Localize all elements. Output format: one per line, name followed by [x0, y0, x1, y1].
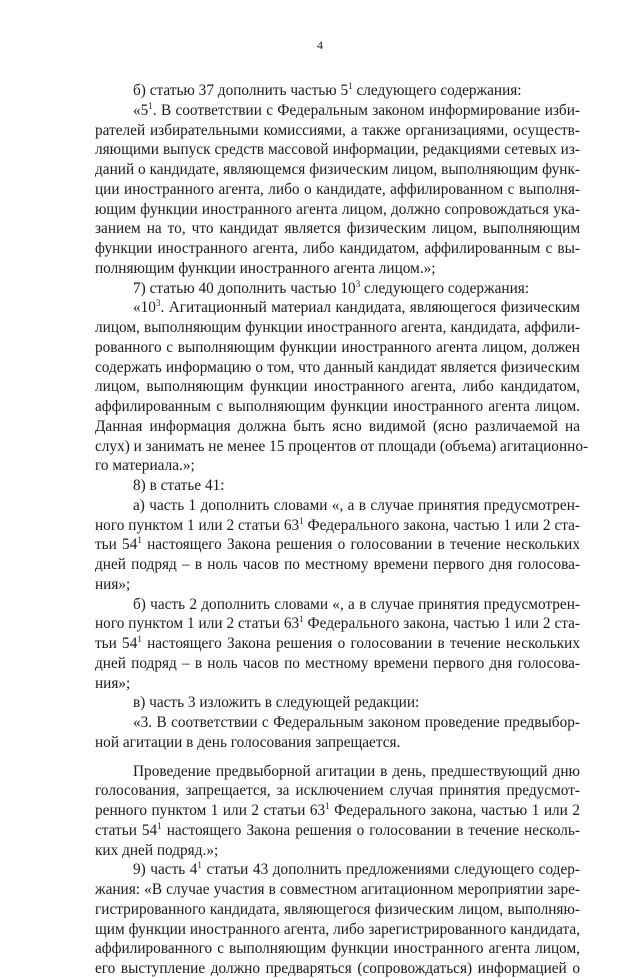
text-segment: дней подряд – в ноль часов по местному времени первого дня голосова-	[95, 556, 580, 573]
text-line	[95, 940, 580, 958]
superscript: 1	[137, 535, 142, 546]
text-segment: ющим функции иностранного агента лицом, должно сопровождаться ука-	[95, 200, 580, 218]
text-segment: настоящего Закона решения о голосовании в течение несколь-	[161, 821, 580, 839]
text-segment: статьи 43 дополнить предложениями следующего содер-	[201, 861, 580, 879]
superscript: 1	[137, 634, 142, 644]
text-line	[133, 596, 580, 614]
text-segment: лицом, выполняющим функции иностранного агента, кандидата, аффили-	[95, 319, 580, 336]
text-segment: ляющими выпуск средств массовой информации, редакциями сетевых из-	[95, 141, 580, 159]
text-segment: аффилированного с выполняющим функции иностранного агента лицом,	[95, 940, 580, 958]
text-segment: полняющим функции иностранного агента лицом.»;	[95, 259, 436, 277]
text-segment: б) статью 37 дополнить частью 5	[133, 82, 349, 99]
text-line	[95, 556, 580, 574]
text-line	[95, 398, 580, 416]
text-line	[95, 802, 580, 820]
text-segment: лицом, выполняющим функции иностранного агента, либо кандидатом,	[95, 378, 580, 396]
text-segment: «5	[133, 101, 149, 119]
text-segment: голосования, запрещается, за исключением случая принятия предусмот-	[95, 782, 580, 800]
text-segment: статьи 54	[95, 821, 158, 839]
text-line	[95, 437, 589, 456]
superscript: 1	[157, 820, 162, 831]
text-line	[95, 181, 580, 199]
text-segment: Данная информация должна быть ясно видимой (ясно различаемой на	[95, 417, 580, 435]
text-line	[95, 220, 580, 238]
text-line	[95, 675, 580, 693]
text-line	[95, 359, 580, 377]
text-segment: тьи 54	[95, 536, 138, 554]
text-segment: следующего содержания:	[360, 279, 530, 297]
text-segment: занием на то, что кандидат является физическим лицом, выполняющим	[95, 220, 580, 238]
text-line	[95, 122, 580, 140]
text-line	[133, 497, 580, 515]
text-segment: «3. В соответствии с Федеральным законом проведение предвыбор-	[133, 714, 580, 731]
text-line	[95, 901, 580, 919]
text-line	[133, 299, 580, 317]
text-line	[95, 881, 580, 899]
superscript: 1	[148, 100, 153, 111]
text-line	[133, 861, 580, 879]
text-segment: Федерального закона, частью 1 или 2 ста-	[303, 615, 580, 633]
superscript: 1	[299, 614, 304, 625]
text-segment: ного пунктом 1 или 2 статьи 63	[95, 516, 300, 534]
text-segment: Проведение предвыборной агитации в день, предшествующий дню	[133, 762, 580, 780]
text-line	[95, 201, 580, 219]
text-line	[95, 842, 580, 860]
text-segment: . В соответствии с Федеральным законом информирование изби-	[152, 101, 580, 119]
text-segment: ния»;	[95, 674, 131, 692]
text-segment: ренного пунктом 1 или 2 статьи 63	[95, 802, 326, 819]
text-line	[95, 635, 580, 653]
text-line	[95, 536, 580, 554]
text-line	[95, 655, 580, 673]
text-segment: настоящего Закона решения о голосовании в течение нескольких	[141, 536, 580, 554]
page-number: 4	[317, 38, 323, 52]
text-line	[95, 240, 580, 258]
text-segment: ной агитации в день голосования запрещается.	[95, 733, 401, 751]
text-segment: ции иностранного агента, либо о кандидате, аффилированном с выполня-	[95, 180, 580, 198]
text-segment: даний о кандидате, являющемся физическим лицом, выполняющим функ-	[95, 161, 580, 178]
text-line	[95, 517, 580, 535]
text-line	[133, 714, 580, 732]
text-line	[95, 921, 580, 939]
text-segment: 8) в статье 41:	[133, 477, 225, 494]
text-line	[133, 82, 580, 100]
text-segment: . Агитационный материал кандидата, являющегося физическим	[160, 299, 580, 317]
text-segment: в) часть 3 изложить в следующей редакции:	[133, 694, 420, 712]
text-segment: тьи 54	[95, 635, 138, 652]
text-line	[95, 418, 580, 436]
text-line	[95, 161, 580, 179]
text-segment: Федерального закона, частью 1 или 2	[329, 802, 580, 819]
text-line	[133, 694, 580, 712]
text-segment: аффилированным с выполняющим функции иностранного агента лицом.	[95, 398, 580, 415]
text-segment: ного пунктом 1 или 2 статьи 63	[95, 615, 300, 633]
text-segment: рателей избирательными комиссиями, а также организациями, осуществ-	[95, 121, 580, 139]
text-line	[95, 576, 580, 594]
text-segment: 7) статью 40 дополнить частью 10	[133, 279, 356, 297]
text-line	[133, 280, 580, 298]
superscript: 1	[197, 860, 202, 871]
text-line	[95, 339, 580, 357]
superscript: 1	[325, 801, 330, 811]
text-segment: б) часть 2 дополнить словами «, а в случае принятия предусмотрен-	[133, 595, 580, 613]
text-line	[95, 782, 580, 800]
text-segment: «10	[133, 299, 156, 317]
text-segment: настоящего Закона решения о голосовании в течение нескольких	[141, 635, 580, 652]
text-segment: функции иностранного агента, либо кандидатом, аффилированным с вы-	[95, 240, 580, 257]
text-line	[133, 102, 580, 120]
text-segment: следующего содержания:	[352, 82, 522, 99]
text-segment: слух) и занимать не менее 15 процентов от площади (объема) агитационно-	[95, 437, 589, 455]
text-line	[95, 960, 580, 978]
text-segment: его выступление должно предваряться (сопровождаться) информацией о	[95, 960, 580, 977]
text-segment: рованного с выполняющим функции иностранного агента лицом, должен	[95, 338, 580, 356]
text-segment: а) часть 1 дополнить словами «, а в случае принятия предусмотрен-	[133, 496, 580, 514]
text-line	[133, 477, 580, 495]
text-segment: 9) часть 4	[133, 861, 198, 879]
superscript: 3	[355, 278, 361, 289]
text-line	[95, 319, 580, 337]
text-line	[95, 260, 580, 278]
text-line	[95, 457, 580, 475]
text-segment: содержать информацию о том, что данный кандидат является физическим	[95, 358, 580, 376]
text-segment: жания: «В случае участия в совместном агитационном мероприятии заре-	[95, 881, 580, 898]
text-segment: Федерального закона, частью 1 или 2 ста-	[303, 516, 580, 534]
superscript: 1	[299, 515, 304, 526]
text-line	[95, 615, 580, 633]
text-segment: ких дней подряд.»;	[95, 841, 219, 859]
text-segment: щим функции иностранного агента, либо зарегистрированного кандидата,	[95, 920, 580, 938]
superscript: 1	[348, 81, 353, 91]
text-segment: гистрированного кандидата, являющегося физическим лицом, выполняю-	[95, 900, 580, 918]
text-segment: го материала.»;	[95, 457, 195, 475]
text-line	[95, 822, 580, 840]
text-segment: дней подряд – в ноль часов по местному времени первого дня голосова-	[95, 654, 580, 672]
text-line	[133, 763, 580, 781]
superscript: 3	[155, 298, 161, 309]
text-line	[95, 734, 580, 752]
text-segment: ния»;	[95, 575, 131, 593]
text-line	[95, 378, 580, 396]
text-line	[95, 141, 580, 159]
